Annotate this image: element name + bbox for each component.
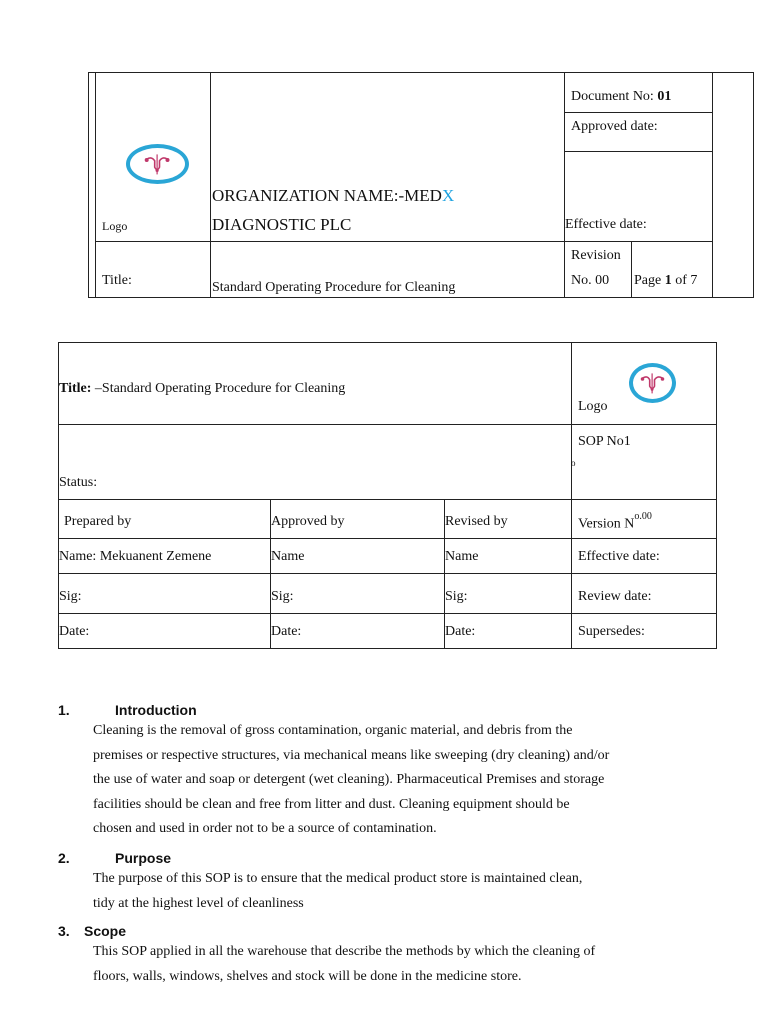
revised-by-date: Date: <box>445 624 476 639</box>
sop-title: Title: –Standard Operating Procedure for Cleaning <box>59 381 346 396</box>
section-number: 1. <box>58 702 70 718</box>
sop-logo-icon <box>629 363 676 403</box>
header-title-value: Standard Operating Procedure for Cleaning <box>212 280 456 295</box>
approved-by-date: Date: <box>271 624 302 639</box>
document-no: Document No: 01 <box>571 89 672 104</box>
page-indicator: Page 1 of 7 <box>634 273 698 288</box>
header-logo-label: Logo <box>102 219 128 233</box>
section-body: This SOP applied in all the warehouse that describe the methods by which the cleaning of floors, walls, windows, shelves and stock will be done in the medicine store. <box>93 944 596 984</box>
version-number: Version $N^{o.00}$ <box>578 511 652 532</box>
revision-label: Revision <box>571 248 621 263</box>
approved-date-label: Approved date: <box>571 119 658 134</box>
effective-date: Effective date: <box>578 549 660 564</box>
organization-name-line2: DIAGNOSTIC PLC <box>212 215 352 234</box>
effective-date-label: Effective date: <box>565 217 647 232</box>
section-number: 2. <box>58 850 70 866</box>
section-title: Scope <box>84 923 127 939</box>
organization-name: ORGANIZATION NAME:-MEDX <box>212 186 455 205</box>
revised-by-header: Revised by <box>445 514 508 529</box>
revised-by-sig: Sig: <box>445 589 468 604</box>
prepared-by-header: Prepared by <box>64 514 132 529</box>
section-number: 3. <box>58 923 70 939</box>
review-date: Review date: <box>578 589 652 604</box>
prepared-by-date: Date: <box>59 624 90 639</box>
status-label: Status: <box>59 475 98 490</box>
approved-by-sig: Sig: <box>271 589 294 604</box>
approved-by-header: Approved by <box>271 514 345 529</box>
section-title: Introduction <box>115 702 197 718</box>
header-title-label: Title: <box>102 273 132 288</box>
section-body: Cleaning is the removal of gross contamination, organic material, and debris from the premises or respective structures, via mechanical means like sweeping (dry cleaning) and/or the use of water and soap or detergent (wet cleaning). Pharmaceutical Premises and storage facilities should be clean and free from litter and dust. Cleaning equipment should be chosen and used in order not to be a source of contamination. <box>93 723 610 837</box>
degree-mark: o <box>571 458 576 468</box>
prepared-by-name: Name: Mekuanent Zemene <box>59 549 212 564</box>
company-logo-icon <box>126 144 189 184</box>
prepared-by-sig: Sig: <box>59 589 82 604</box>
section-body: The purpose of this SOP is to ensure that the medical product store is maintained clean, tidy at the highest level of cleanliness <box>93 871 583 911</box>
revised-by-name: Name <box>445 549 479 564</box>
revision-number: No. 00 <box>571 273 610 288</box>
sop-logo-label: Logo <box>578 399 608 414</box>
sop-number: SOP No1 <box>578 434 631 449</box>
section-title: Purpose <box>115 850 172 866</box>
supersedes: Supersedes: <box>578 624 645 639</box>
approved-by-name: Name <box>271 549 305 564</box>
